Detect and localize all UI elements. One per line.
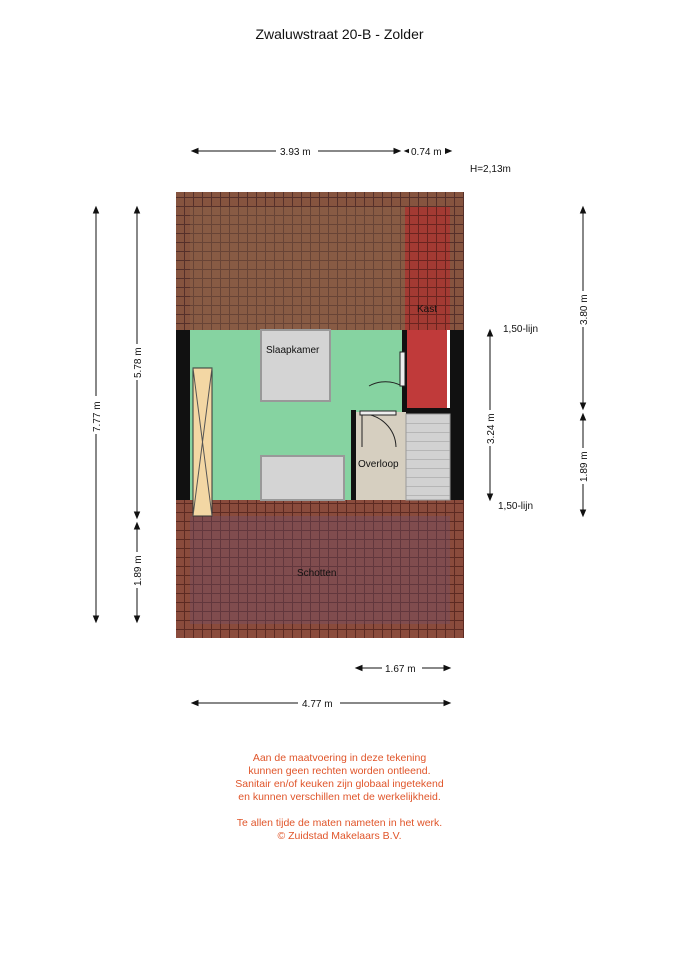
- disclaimer-line: Sanitair en/of keuken zijn globaal ingetekend: [235, 778, 444, 790]
- door-kast-leaf: [400, 352, 405, 386]
- roof-upper-overlay: [190, 207, 405, 330]
- label-slaapkamer: Slaapkamer: [266, 345, 320, 356]
- room-overloop: [356, 412, 406, 500]
- dim-right-lower: 1.89 m: [579, 451, 590, 482]
- dim-right-upper: 3.80 m: [579, 294, 590, 325]
- line-label-bottom: 1,50-lijn: [498, 501, 534, 512]
- page-title: Zwaluwstraat 20-B - Zolder: [255, 26, 424, 42]
- line-label-top: 1,50-lijn: [503, 324, 539, 335]
- label-overloop: Overloop: [358, 459, 399, 470]
- disclaimer-line: © Zuidstad Makelaars B.V.: [277, 830, 402, 842]
- dim-bottom-stair: 1.67 m: [385, 664, 416, 675]
- dim-top-small: 0.74 m: [411, 147, 442, 158]
- staircase: [406, 414, 450, 500]
- disclaimer-line: Te allen tijde de maten nameten in het werk.: [236, 817, 443, 829]
- dim-left-upper: 5.78 m: [133, 347, 144, 378]
- door-overloop-leaf: [360, 411, 396, 415]
- dormer-window-lower: [261, 456, 344, 500]
- disclaimer-spacer: [0, 804, 679, 817]
- kast-wall-bottom: [402, 408, 450, 414]
- dim-left-total: 7.77 m: [92, 401, 103, 432]
- dim-top-width: 3.93 m: [280, 147, 311, 158]
- overloop-wall: [351, 410, 356, 500]
- dim-inner-height: 3.24 m: [486, 413, 497, 444]
- wall-left: [176, 330, 190, 500]
- room-kast: [405, 330, 447, 410]
- label-schotten: Schotten: [297, 568, 337, 579]
- height-note: H=2,13m: [470, 164, 511, 175]
- disclaimer-line: kunnen geen rechten worden ontleend.: [248, 765, 431, 777]
- disclaimer: [0, 752, 679, 843]
- wall-right: [450, 330, 464, 500]
- disclaimer-line: Aan de maatvoering in deze tekening: [252, 752, 427, 764]
- label-kast: Kast: [417, 304, 438, 315]
- dormer-window-upper: [261, 330, 330, 401]
- dim-left-lower: 1.89 m: [133, 555, 144, 586]
- dim-bottom-total: 4.77 m: [302, 699, 333, 710]
- disclaimer-line: en kunnen verschillen met de werkelijkheid.: [238, 791, 441, 803]
